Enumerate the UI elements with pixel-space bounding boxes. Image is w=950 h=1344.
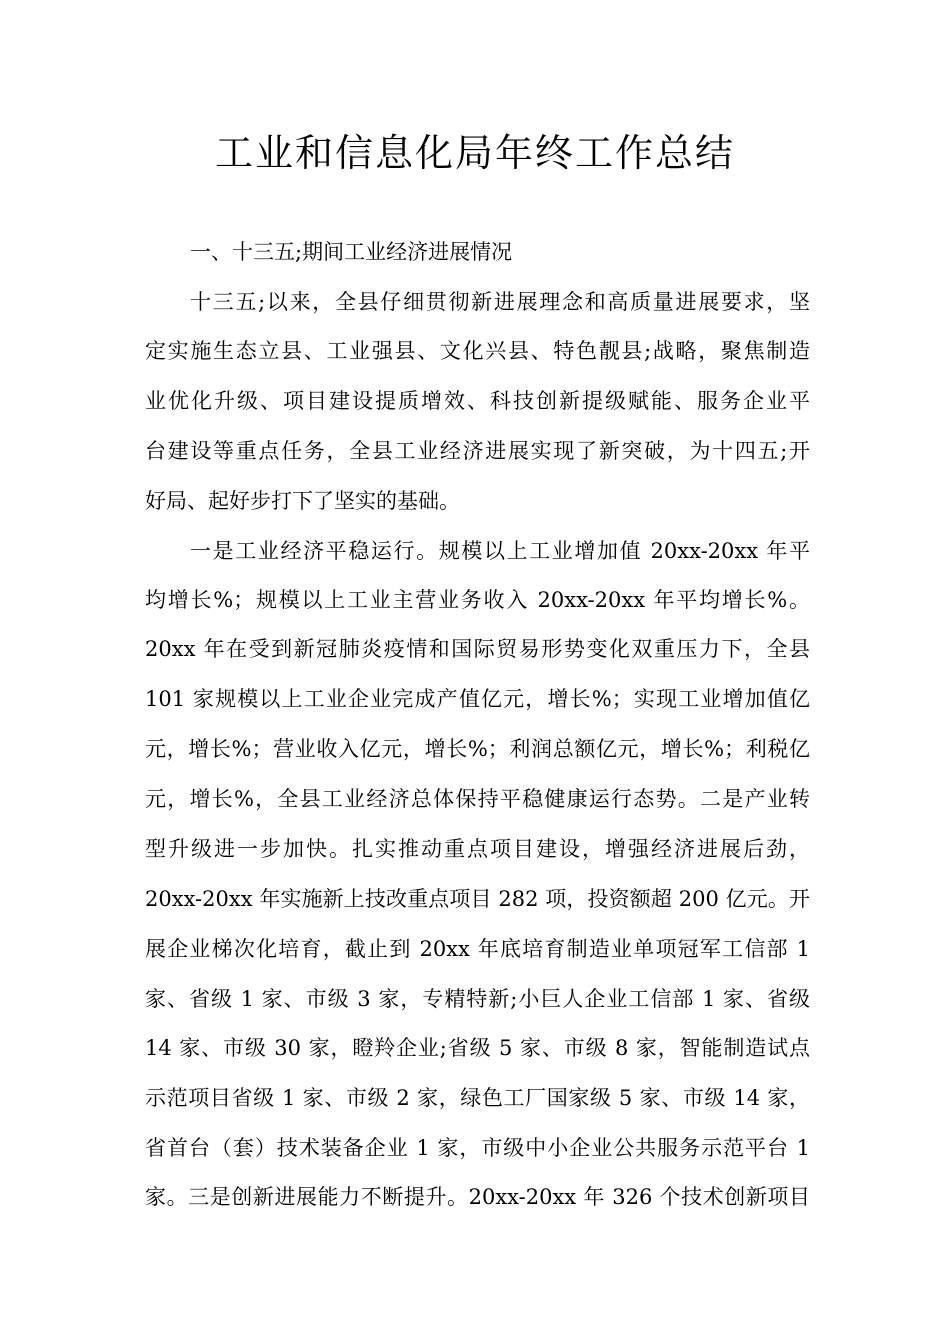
document-title: 工业和信息化局年终工作总结 bbox=[214, 131, 735, 175]
paragraph-line: 台建设等重点任务，全县工业经济进展实现了新突破，为十四五;开 bbox=[145, 439, 810, 463]
paragraph-line: 省首台（套）技术装备企业 1 家，市级中小企业公共服务示范平台 1 bbox=[145, 1136, 810, 1160]
paragraph-line: 元，增长%；营业收入亿元，增长%；利润总额亿元，增长%；利税亿 bbox=[145, 737, 810, 761]
paragraph-line: 101 家规模以上工业企业完成产值亿元，增长%；实现工业增加值亿 bbox=[145, 687, 810, 711]
paragraph-line: 展企业梯次化培育，截止到 20xx 年底培育制造业单项冠军工信部 1 bbox=[145, 937, 810, 961]
paragraph-line: 均增长%；规模以上工业主营业务收入 20xx-20xx 年平均增长%。 bbox=[145, 588, 810, 612]
paragraph-line: 14 家、市级 30 家，瞪羚企业;省级 5 家、市级 8 家，智能制造试点 bbox=[145, 1036, 810, 1060]
paragraph-line: 20xx-20xx 年实施新上技改重点项目 282 项，投资额超 200 亿元。开 bbox=[145, 887, 810, 911]
paragraph-line: 家。三是创新进展能力不断提升。20xx-20xx 年 326 个技术创新项目 bbox=[145, 1185, 810, 1209]
paragraph-line: 业优化升级、项目建设提质增效、科技创新提级赋能、服务企业平 bbox=[145, 389, 810, 413]
paragraph-line: 一是工业经济平稳运行。规模以上工业增加值 20xx-20xx 年平 bbox=[190, 539, 810, 563]
paragraph-line: 示范项目省级 1 家、市级 2 家，绿色工厂国家级 5 家、市级 14 家， bbox=[145, 1086, 810, 1110]
paragraph-line: 好局、起好步打下了坚实的基础。 bbox=[145, 489, 460, 513]
paragraph-line: 定实施生态立县、工业强县、文化兴县、特色靓县;战略，聚焦制造 bbox=[145, 339, 810, 363]
paragraph-line: 家、省级 1 家、市级 3 家，专精特新;小巨人企业工信部 1 家、省级 bbox=[145, 987, 810, 1011]
paragraph-line: 型升级进一步加快。扎实推动重点项目建设，增强经济进展后劲， bbox=[145, 837, 810, 861]
paragraph-line: 20xx 年在受到新冠肺炎疫情和国际贸易形势变化双重压力下，全县 bbox=[145, 637, 810, 661]
paragraph-line: 十三五;以来，全县仔细贯彻新进展理念和高质量进展要求，坚 bbox=[190, 290, 810, 314]
paragraph-line: 元，增长%，全县工业经济总体保持平稳健康运行态势。二是产业转 bbox=[145, 787, 810, 811]
section-heading: 一、十三五;期间工业经济进展情况 bbox=[190, 240, 513, 264]
